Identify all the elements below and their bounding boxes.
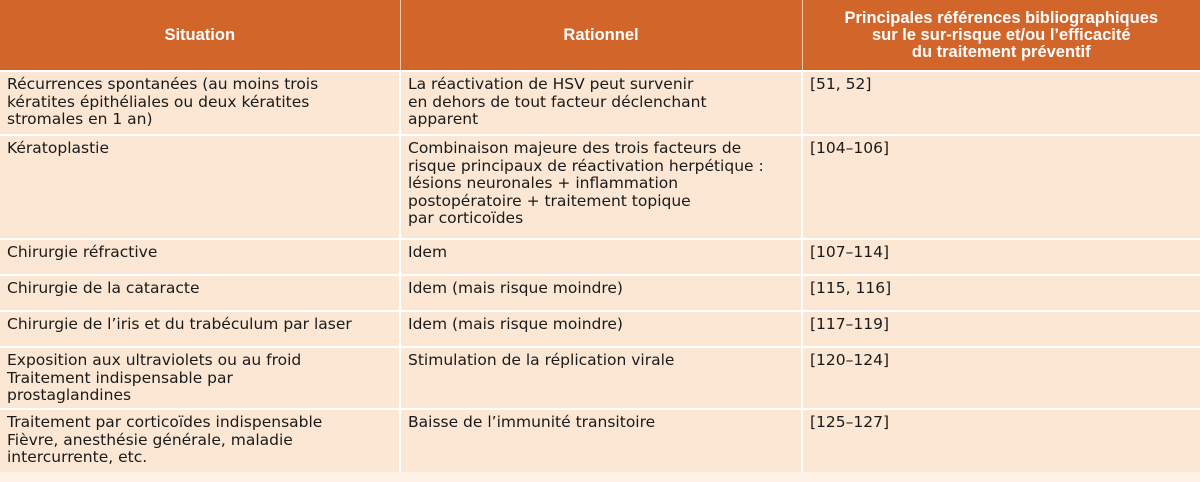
cell-references: [107–114] bbox=[802, 239, 1200, 275]
table-body bbox=[0, 71, 1200, 472]
cell-references: [51, 52] bbox=[802, 71, 1200, 135]
cell-situation: Chirurgie réfractive bbox=[0, 239, 400, 275]
table-row bbox=[0, 135, 1200, 239]
cell-situation: Chirurgie de la cataracte bbox=[0, 275, 400, 311]
cell-situation: Kératoplastie bbox=[0, 135, 400, 239]
cell-references: [117–119] bbox=[802, 311, 1200, 347]
cell-references: [104–106] bbox=[802, 135, 1200, 239]
cell-references: [115, 116] bbox=[802, 275, 1200, 311]
cell-situation: Chirurgie de l’iris et du trabéculum par laser bbox=[0, 311, 400, 347]
table-row bbox=[0, 71, 1200, 135]
table-row bbox=[0, 311, 1200, 347]
cell-rationnel: Stimulation de la réplication virale bbox=[400, 347, 802, 409]
cell-rationnel: Baisse de l’immunité transitoire bbox=[400, 409, 802, 472]
table-row bbox=[0, 239, 1200, 275]
cell-rationnel: Idem (mais risque moindre) bbox=[400, 275, 802, 311]
table-header bbox=[0, 0, 1200, 71]
cell-situation: Traitement par corticoïdes indispensable Fièvre, anesthésie générale, maladie intercurrente, etc. bbox=[0, 409, 400, 472]
cell-situation: Exposition aux ultraviolets ou au froid Traitement indispensable par prostaglandines bbox=[0, 347, 400, 409]
header-rationnel: Rationnel bbox=[400, 0, 802, 71]
cell-rationnel: Combinaison majeure des trois facteurs de risque principaux de réactivation herpétique : lésions neuronales + inflammation postopératoire + traitement topique par corticoïdes bbox=[400, 135, 802, 239]
cell-rationnel: Idem bbox=[400, 239, 802, 275]
header-row bbox=[0, 0, 1200, 71]
header-references: Principales références bibliographiques sur le sur-risque et/ou l’efficacité du traitement préventif bbox=[802, 0, 1200, 71]
header-situation: Situation bbox=[0, 0, 400, 71]
cell-references: [125–127] bbox=[802, 409, 1200, 472]
cell-rationnel: La réactivation de HSV peut survenir en dehors de tout facteur déclenchant apparent bbox=[400, 71, 802, 135]
table-row bbox=[0, 409, 1200, 472]
cell-situation: Récurrences spontanées (au moins trois kératites épithéliales ou deux kératites stromales en 1 an) bbox=[0, 71, 400, 135]
table-row bbox=[0, 275, 1200, 311]
cell-rationnel: Idem (mais risque moindre) bbox=[400, 311, 802, 347]
cell-references: [120–124] bbox=[802, 347, 1200, 409]
table-row bbox=[0, 347, 1200, 409]
